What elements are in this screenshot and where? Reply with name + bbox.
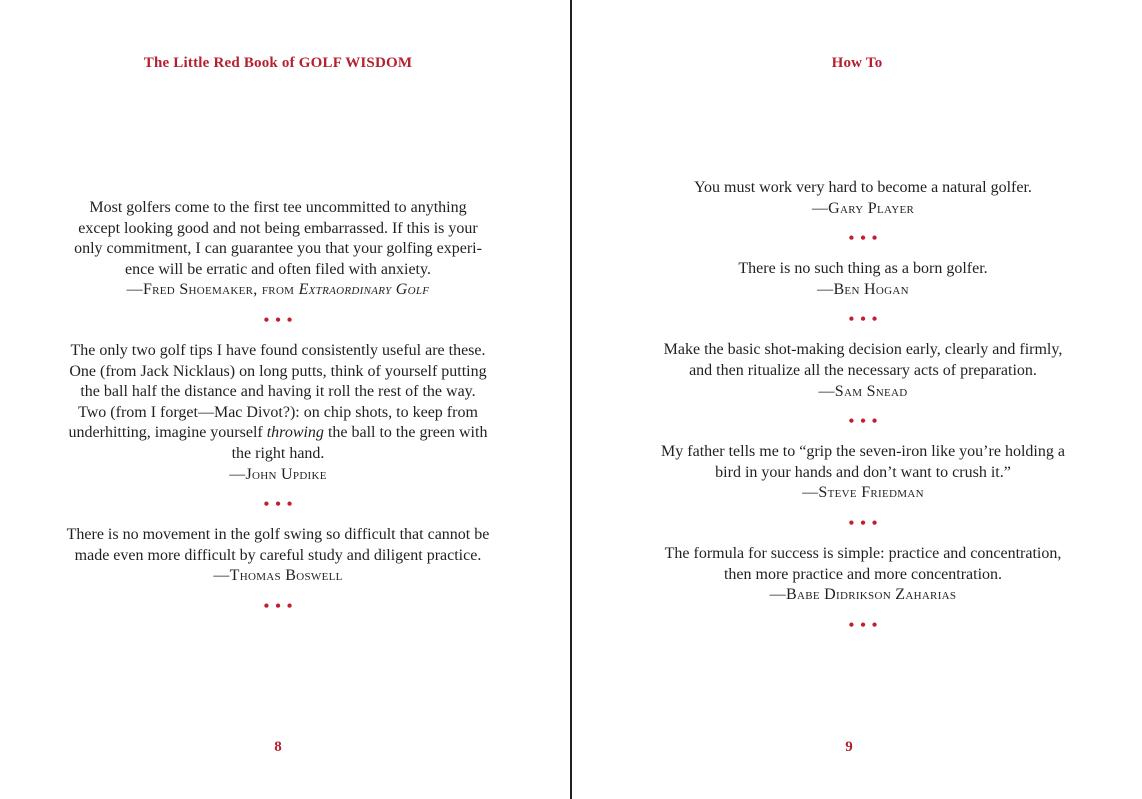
quote-line: There is no such thing as a born golfer. [738,260,988,278]
separator-dots: ••• [848,311,884,329]
quote-block [584,340,1142,402]
quote-line: bird in your hands and don’t want to crush it.” [715,463,1011,481]
quote-attribution: —Thomas Boswell [213,567,343,585]
quote-line: the ball half the distance and having it roll the rest of the way. [80,383,476,401]
separator-dots: ••• [263,597,299,615]
quote-attribution: —Fred Shoemaker, from Extraordinary Golf [126,281,430,299]
quote-attribution: —Sam Snead [818,382,908,400]
quote-block [584,178,1142,219]
separator-dots: ••• [848,616,884,634]
quote-line: underhitting, imagine yourself throwing the ball to the green with [68,424,488,442]
quote-line: made even more difficult by careful study and diligent practice. [74,546,482,564]
quote-line: Most golfers come to the first tee uncommitted to anything [89,199,467,216]
quote-line: ence will be erratic and often filed with anxiety. [125,260,431,278]
separator-dots: ••• [848,514,884,532]
quote-line: The formula for success is simple: practice and concentration, [664,544,1062,562]
quote-line: then more practice and more concentration. [723,565,1003,583]
quote-attribution: —Gary Player [811,199,915,217]
quote-line: except looking good and not being embarrassed. If this is your [78,219,478,237]
left-page [0,0,570,799]
quote-attribution: —Ben Hogan [817,280,909,298]
quote-block [584,259,1142,300]
quote-line: The only two golf tips I have found consistently useful are these. [70,341,486,359]
quote-attribution: —John Updike [229,465,327,483]
quote-block [0,341,570,485]
page-number-left: 8 [274,739,282,755]
quote-line: only commitment, I can guarantee you that your golfing experi- [74,240,482,258]
separator-dots: ••• [263,311,299,329]
quote-block [584,442,1142,504]
quote-attribution: —Babe Didrikson Zaharias [769,586,957,604]
quote-line: You must work very hard to become a natural golfer. [694,179,1032,196]
separator-dots: ••• [848,230,884,248]
quote-block [0,525,570,587]
quote-line: and then ritualize all the necessary acts of preparation. [689,361,1037,379]
quote-block [584,544,1142,606]
running-head-left: The Little Red Book of GOLF WISDOM [143,55,413,71]
quote-line: There is no movement in the golf swing so difficult that cannot be [66,526,490,544]
quote-block [0,198,570,301]
page-number-right: 9 [845,739,853,755]
right-page-content [584,178,1142,646]
quote-line: My father tells me to “grip the seven-iron like you’re holding a [661,443,1065,461]
emphasis: throwing [266,424,324,442]
quote-line: Make the basic shot-making decision early, clearly and firmly, [663,341,1063,359]
left-page-content [0,198,570,627]
separator-dots: ••• [263,496,299,514]
work-title: Extraordinary Golf [298,281,430,299]
quote-line: One (from Jack Nicklaus) on long putts, think of yourself putting [69,362,487,380]
quote-line: the right hand. [231,444,325,462]
quote-attribution: —Steve Friedman [802,484,924,502]
separator-dots: ••• [848,413,884,431]
running-head-right: How To [831,55,883,71]
quote-line: Two (from I forget—Mac Divot?): on chip shots, to keep from [78,403,478,421]
right-page [572,0,1142,799]
